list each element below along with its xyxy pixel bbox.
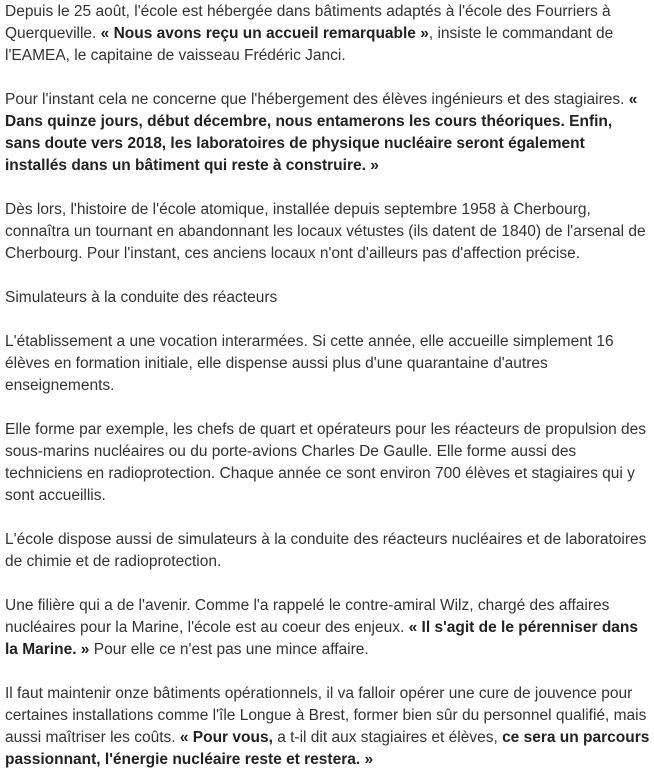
- quote-segment: « Il s'agit de le pérenniser dans la Marine. »: [5, 619, 638, 658]
- paragraph-9: [5, 683, 650, 771]
- quote-segment: « Dans quinze jours, début décembre, nous entamerons les cours théoriques. Enfin, sans doute vers 2018, les laboratoires de physique nucléaire seront également installés dans un bâtiment qui reste à construire. »: [5, 91, 638, 174]
- text-segment: Pour elle ce n'est pas une mince affaire.: [89, 641, 369, 658]
- paragraph-1: [5, 1, 650, 67]
- paragraph-2: [5, 89, 650, 177]
- paragraph-6: [5, 419, 650, 507]
- text-segment: Elle forme par exemple, les chefs de quart et opérateurs pour les réacteurs de propulsion des sous-marins nucléaires ou du porte-avions Charles De Gaulle. Elle forme aussi des techniciens en radioprotection. Chaque année ce sont environ 700 élèves et stagiaires qui y sont accueillis.: [5, 421, 647, 504]
- paragraph-3: [5, 199, 650, 265]
- section-subheading: [5, 287, 650, 309]
- quote-segment: « Pour vous,: [179, 729, 273, 746]
- text-segment: , insiste le commandant de l'EAMEA, le capitaine de vaisseau Frédéric Janci.: [5, 25, 614, 64]
- text-segment: Une filière qui a de l'avenir. Comme l'a rappelé le contre-amiral Wilz, chargé des affaires nucléaires pour la Marine, l'école est au coeur des enjeux.: [5, 597, 610, 636]
- text-segment: Depuis le 25 août, l'école est hébergée dans bâtiments adaptés à l'école des Fourriers à Querqueville.: [5, 3, 611, 42]
- text-segment: Dès lors, l'histoire de l'école atomique, installée depuis septembre 1958 à Cherbourg, connaîtra un tournant en abandonnant les locaux vétustes (ils datent de 1840) de l'arsenal de Cherbourg. Pour l'instant, ces anciens locaux n'ont d'ailleurs pas d'affection précise.: [5, 201, 646, 262]
- text-segment: Il faut maintenir onze bâtiments opérationnels, il va falloir opérer une cure de jouvence pour certaines installations comme l'île Longue à Brest, former bien sûr du personnel qualifié, mais aussi maîtriser les coûts.: [5, 685, 647, 746]
- quote-segment: ce sera un parcours passionnant, l'énergie nucléaire reste et restera. »: [5, 729, 650, 768]
- quote-segment: « Nous avons reçu un accueil remarquable »: [100, 25, 429, 42]
- paragraph-7: [5, 529, 650, 573]
- text-segment: Pour l'instant cela ne concerne que l'hébergement des élèves ingénieurs et des stagiaires.: [5, 91, 629, 108]
- text-segment: L'établissement a une vocation interarmées. Si cette année, elle accueille simplement 16 élèves en formation initiale, elle dispense aussi plus d'une quarantaine d'autres enseignements.: [5, 333, 614, 394]
- paragraph-8: [5, 595, 650, 661]
- text-segment: L'école dispose aussi de simulateurs à la conduite des réacteurs nucléaires et de laboratoires de chimie et de radioprotection.: [5, 531, 647, 570]
- text-segment: a t-il dit aux stagiaires et élèves,: [272, 729, 503, 746]
- paragraph-5: [5, 331, 650, 397]
- subheading-text: Simulateurs à la conduite des réacteurs: [5, 289, 278, 306]
